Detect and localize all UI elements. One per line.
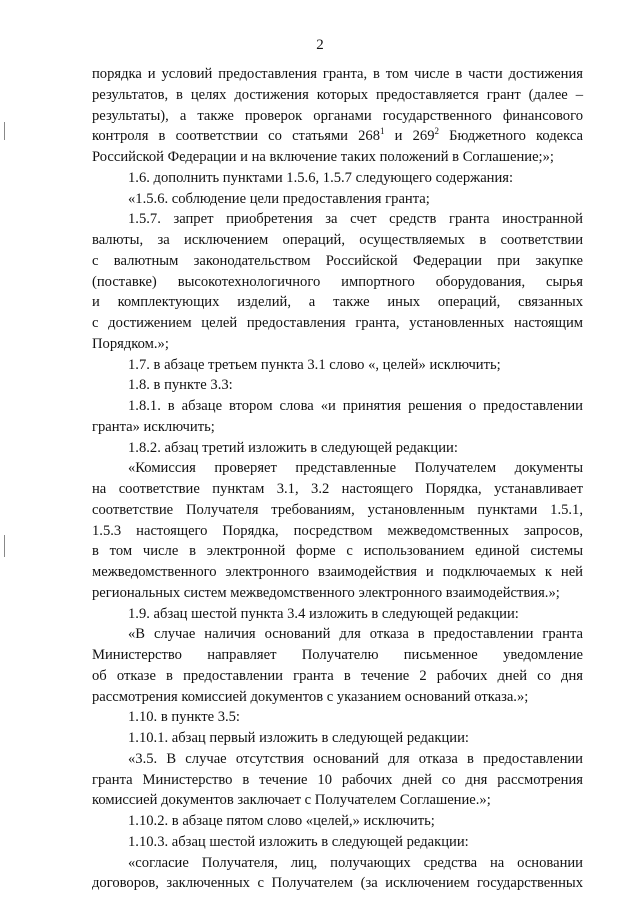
text-line: «3.5. В случае отсутствия оснований для отказа в предоставлении <box>128 750 583 767</box>
document-body <box>92 64 583 894</box>
text-line: «В случае наличия оснований для отказа в предоставлении гранта <box>128 626 583 643</box>
text-line: «1.5.6. соблюдение цели предоставления гранта; <box>128 190 430 207</box>
text-line: с достижением целей предоставления гранта, установленных настоящим <box>92 315 583 331</box>
text-line: на соответствие пунктам 3.1, 3.2 настоящего Порядка, устанавливает <box>92 481 583 497</box>
text-line: 1.5.3 настоящего Порядка, посредством межведомственных запросов, <box>92 522 583 539</box>
text-line: 1.8. в пункте 3.3: <box>128 377 233 394</box>
text-line: договоров, заключенных с Получателем (за исключением государственных <box>92 875 583 892</box>
text-line: 1.9. абзац шестой пункта 3.4 изложить в следующей редакции: <box>128 605 519 622</box>
text-line: (поставке) высокотехнологичного импортного оборудования, сырья <box>92 273 583 290</box>
text-line: гранта Министерство в течение 10 рабочих дней со дня рассмотрения <box>92 771 583 788</box>
text-line: Российской Федерации и на включение таких положений в Соглашение;»; <box>92 149 554 165</box>
text-line: 1.8.2. абзац третий изложить в следующей редакции: <box>128 439 458 456</box>
text-line: об отказе в предоставлении гранта в течение 2 рабочих дней со дня <box>92 667 583 684</box>
text-line: и комплектующих изделий, а также иных операций, связанных <box>92 294 583 311</box>
text-line: соответствие Получателя требованиям, установленным пунктами 1.5.1, <box>92 501 583 518</box>
text-line: комиссией документов заключает с Получателем Соглашение.»; <box>92 792 491 809</box>
text-line: «согласие Получателя, лиц, получающих средства на основании <box>128 854 583 871</box>
text-line: 1.10.2. в абзаце пятом слово «целей,» исключить; <box>128 813 435 829</box>
page-number: 2 <box>316 37 324 53</box>
text-line: 1.7. в абзаце третьем пункта 3.1 слово «, целей» исключить; <box>128 356 501 373</box>
text-line: 1.10.3. абзац шестой изложить в следующей редакции: <box>128 833 469 850</box>
text-line: с валютным законодательством Российской Федерации при закупке <box>92 252 583 269</box>
text-line: валюты, за исключением операций, осуществляемых в соответствии <box>92 232 583 248</box>
text-line: 1.10.1. абзац первый изложить в следующей редакции: <box>128 730 469 746</box>
text-line: региональных систем межведомственного электронного взаимодействия.»; <box>92 584 560 601</box>
text-line: 1.8.1. в абзаце втором слова «и принятия решения о предоставлении <box>128 398 583 414</box>
text-line: результаты), а также проверок органами государственного финансового <box>92 107 583 124</box>
text-line: контроля в соответствии со статьями $268^1$ и $269^2$ Бюджетного кодекса <box>92 126 584 145</box>
text-line: в том числе в электронной форме с использованием единой системы <box>92 543 583 560</box>
margin-mark <box>4 122 5 140</box>
text-line: результатов, в целях достижения которых предоставляется грант (далее – <box>92 86 583 103</box>
margin-mark <box>4 535 5 557</box>
text-line: Министерство направляет Получателю письменное уведомление <box>92 647 583 663</box>
text-line: 1.5.7. запрет приобретения за счет средств гранта иностранной <box>128 211 583 228</box>
text-line: «Комиссия проверяет представленные Получателем документы <box>128 460 583 477</box>
text-line: рассмотрения комиссией документов с указанием оснований отказа.»; <box>92 688 529 705</box>
text-line: порядка и условий предоставления гранта, в том числе в части достижения <box>92 66 583 82</box>
text-line: 1.10. в пункте 3.5: <box>128 709 240 726</box>
text-line: межведомственного электронного взаимодействия и подключаемых к ней <box>92 564 583 580</box>
text-line: гранта» исключить; <box>92 418 215 435</box>
text-line: Порядком.»; <box>92 335 169 352</box>
text-line: 1.6. дополнить пунктами 1.5.6, 1.5.7 следующего содержания: <box>128 169 514 186</box>
